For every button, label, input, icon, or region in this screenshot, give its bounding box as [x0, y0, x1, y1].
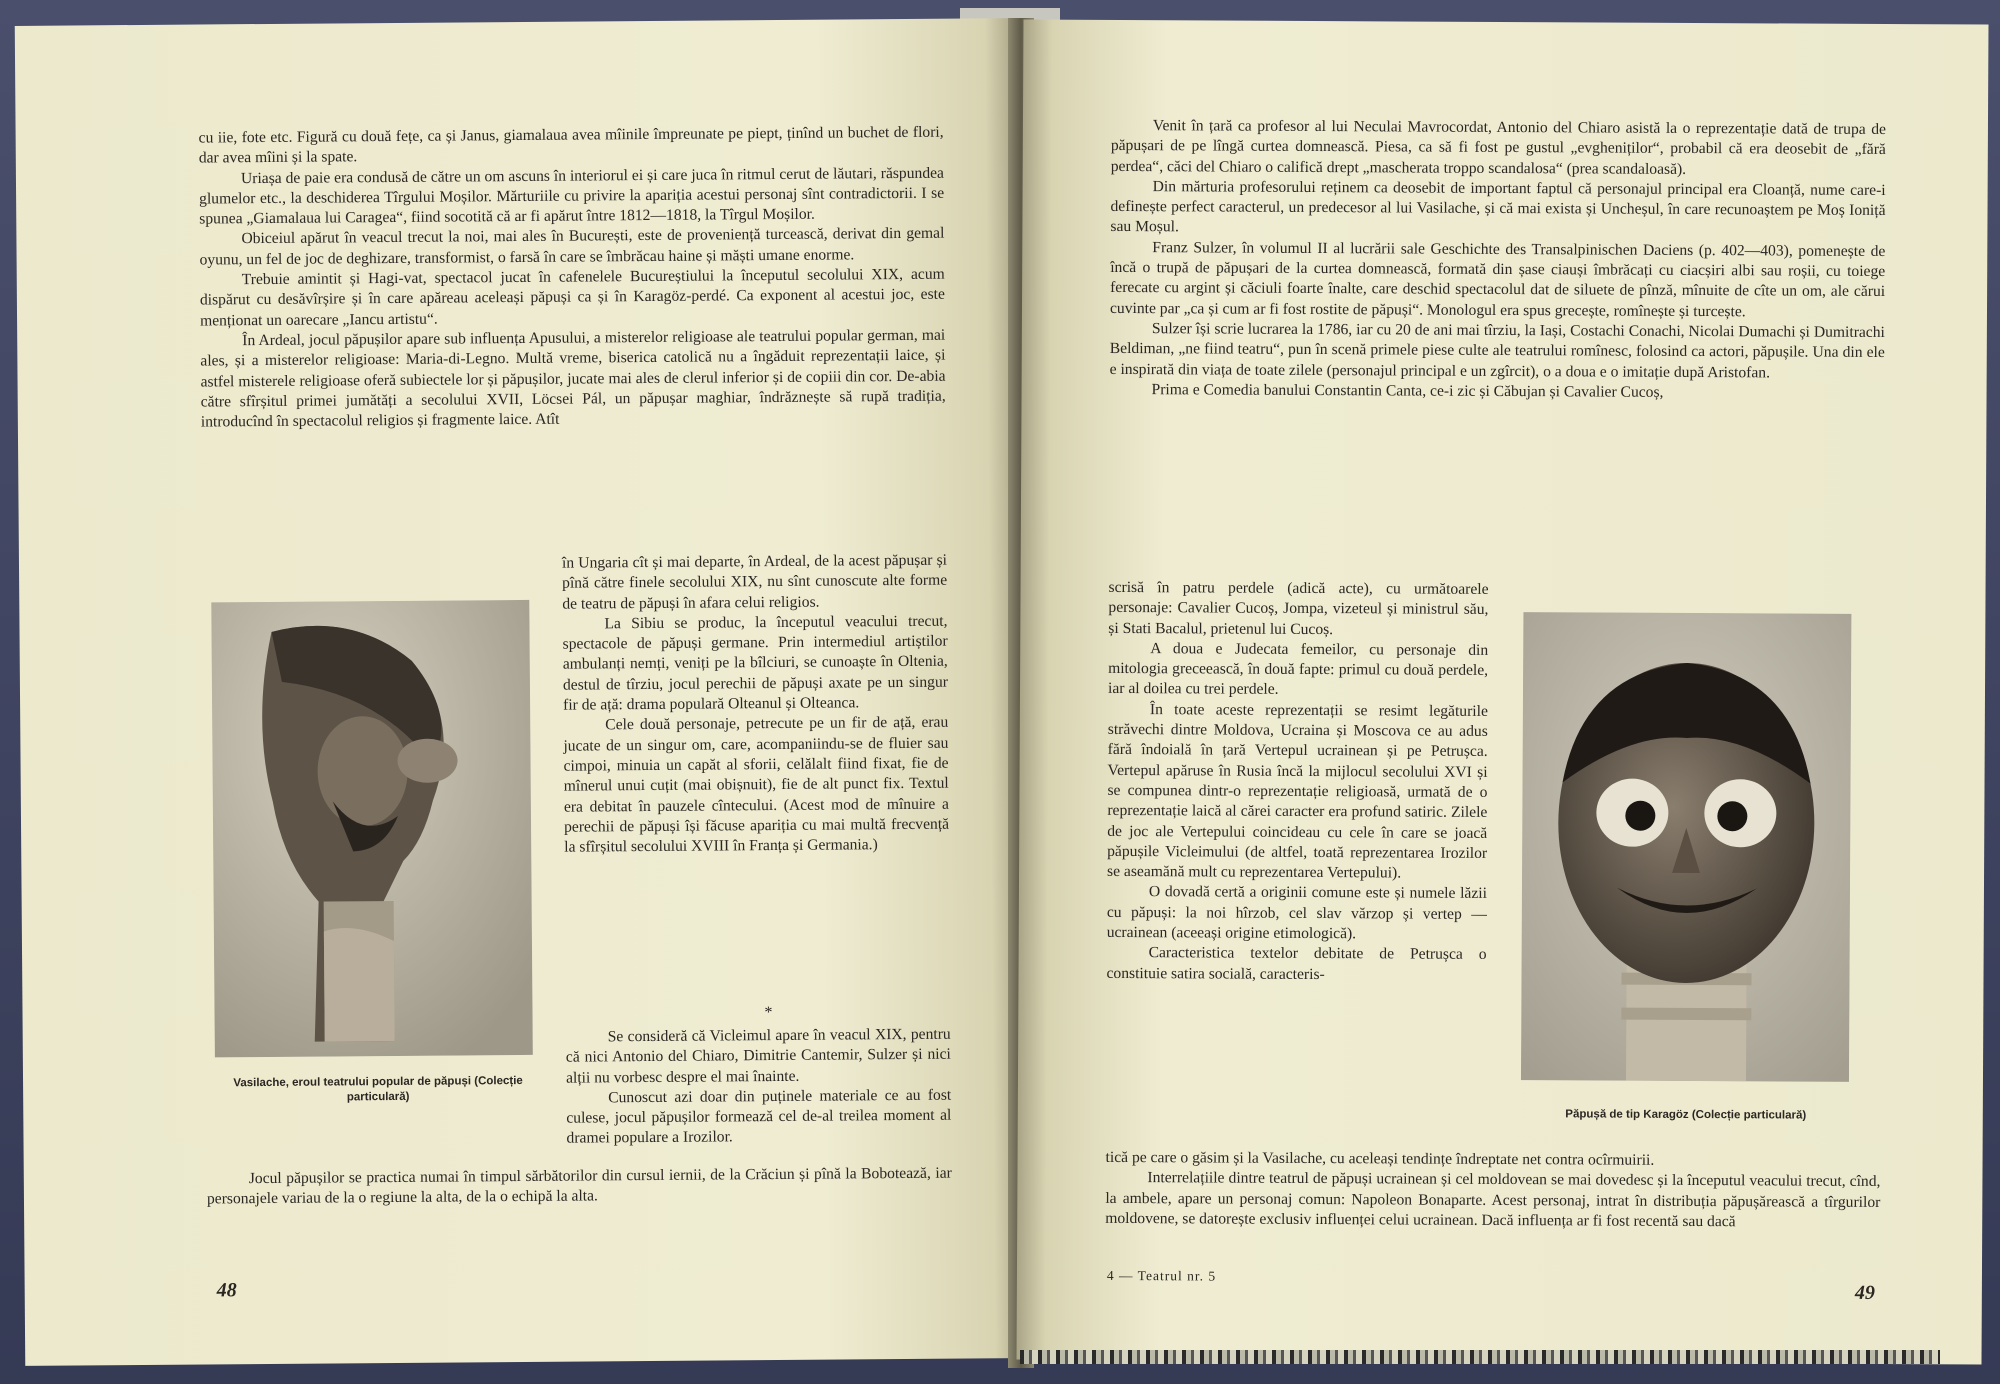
page-footer: 4 — Teatrul nr. 5 — [1106, 1267, 1217, 1284]
page-edge-strip — [1020, 1350, 1940, 1364]
right-top-text — [1110, 116, 1886, 404]
left-column-text-2 — [566, 1025, 952, 1150]
section-star: * — [764, 1004, 773, 1022]
photo-caption: Păpușă de tip Karagöz (Colecție particulară) — [1565, 1108, 1807, 1122]
paragraph: Franz Sulzer, în volumul II al lucrării sale Geschichte des Transalpinischen Daciens (p. 402—403), pomenește de încă o trupă de păpușari de la curtea domnească, formată din șase ciauși îmbrăcați cu ciacșiri albi sau roșii, cu toiege ferecate cu argint și căciuli foarte înalte, care deschid spectacolul dat de siluete de pînză, mînuite de cîte un om, ale cărui cuvinte par „ca și cum ar fi fost rostite de păpuși“. Monologul era spus grecește, romînește și turcește. — [1109, 238, 1886, 320]
right-column-text — [1106, 578, 1488, 986]
paragraph: în Ungaria cît și mai departe, în Ardeal, de la acest păpușar și pînă către finele secolului XIX, nu sînt cunoscute alte forme de teatru de păpuși în afara celui religios. — [561, 551, 948, 613]
paragraph: Interrelațiile dintre teatrul de păpuși ucrainean și cel moldovean se mai dovedesc și la începutul veacului trecut, cînd, la ambele, apare un personaj comun: Napoleon Bonaparte. Acest personaj, intrat în distribuția păpușărească a tîrgurilor moldovene, se datorește exclusiv influenței celui ucrainean. Dacă influența ar fi fost recentă sau dacă — [1105, 1169, 1881, 1231]
right-bottom-text-2 — [1105, 1148, 1880, 1233]
photo-karagoz — [1521, 612, 1851, 1082]
paragraph: scrisă în patru perdele (adică acte), cu următoarele personaje: Cavalier Cucoș, Jompa, vizeteul și ministrul său, și Stati Bacalul, prietenul lui Cucoș. — [1108, 578, 1489, 638]
paragraph: cu iie, fote etc. Figură cu două fețe, ca și Janus, giamalaua avea mîinile împreunate pe piept, ținînd un buchet de flori, dar avea mîini și la spate. — [198, 123, 944, 167]
paragraph: Jocul păpușilor se practica numai în timpul sărbătorilor din cursul iernii, de la Crăciun și pînă la Bobotează, iar personajele variau de la o regiune la alta, de la o echipă la alta. — [206, 1164, 952, 1208]
paragraph: Se consideră că Vicleimul apare în veacul XIX, pentru că nici Antonio del Chiaro, Dimitrie Cantemir, Sulzer și nici alții nu vorbesc despre el mai înainte. — [565, 1025, 951, 1087]
page-number: 49 — [1854, 1281, 1875, 1304]
paragraph: O dovadă certă a originii comune este și numele lăzii cu păpuși: la noi hîrzob, cel slav vărzop și vertep — ucrainean (aceeași origine etimologică). — [1106, 883, 1487, 943]
photo-vasilache — [211, 600, 533, 1057]
paragraph: Prima e Comedia banului Constantin Canta, ce-i zic și Căbujan și Cavalier Cucoș, — [1151, 381, 1664, 401]
paragraph: La Sibiu se produc, la începutul veacului trecut, spectacole de păpuși germane. Prin intermediul artiștilor ambulanți nemți, veniți pe la bîlciuri, se cunoaște în Oltenia, destul de tîrziu, jocul perechii de păpuși axate pe un singur fir de ață: drama populară Olteanul și Olteanca. — [562, 612, 949, 714]
karagoz-puppet-image — [1521, 612, 1851, 1082]
page-number: 48 — [216, 1279, 237, 1302]
vasilache-puppet-image — [211, 600, 533, 1057]
left-top-text — [199, 123, 946, 433]
paragraph: Obiceiul apărut în veacul trecut la noi, mai ales în București, este de proveniență turcească, derivat din gemal oyunu, un fel de joc de deghizare, transformist, o farsă în care se îmbrăcau haine și măști umane enorme. — [199, 225, 945, 269]
paragraph: Uriașa de paie era condusă de către un om ascuns în interiorul ei și care juca în ritmul cerut de lăutari, răspundea glumelor etc., la deschiderea Tîrgului Moșilor. Mărturiile cu privire la apariția acestui personaj sînt contradictorii. I se spunea „Giamalaua lui Caragea“, fiind socotită că ar fi apărut între 1812—1818, la Tîrgul Moșilor. — [199, 164, 945, 228]
paragraph: În toate aceste reprezentații se resimt legăturile străvechi dintre Moldova, Ucraina și Moscova ce au adus fără îndoială în țară Vertepul ucrainean și pe Petrușca. Vertepul apăruse în Rusia încă la mijlocul secolului XVI și se compunea dintr-o reprezentație religioasă, urmată de o reprezentație laică al cărei caracter era profund satiric. Zilele de joc ale Vertepului coincideau cu cele în care se joacă păpușile Vicleimului (de altfel, toată reprezentarea Irozilor se aseamănă mult cu reprezentarea Vertepului). — [1107, 700, 1488, 882]
paragraph: Sulzer își scrie lucrarea la 1786, iar cu 20 de ani mai tîrziu, la Iași, Costachi Conachi, Nicolai Dumachi și Dumitrachi Beldiman, „ne fiind teatru“, pun în scenă primele piese culte ale teatrului romînesc, folosind ca actori, păpușile. Una din ele e inspirată din viața de toate zilele (personajul principal e un zgîrcit), o a doua e o imitație după Aristofan. — [1109, 320, 1885, 381]
right-bottom-text — [1106, 1104, 1881, 1108]
paragraph: Din mărturia profesorului reținem ca deosebit de important faptul că personajul principal era Cloanță, nume care-i definește perfect caracterul, un predecesor al lui Vasilache, și că mai exista și Uncheșul, în care recunoaștem pe Moș Ioniță sau Moșul. — [1110, 178, 1886, 236]
right-page — [1016, 19, 1988, 1364]
paragraph: Cunoscut azi doar din puținele materiale ce au fost culese, jocul păpușilor formează cel de-al treilea moment al dramei populare a Irozilor. — [566, 1086, 952, 1148]
paragraph: Cele două personaje, petrecute pe un fir de ață, erau jucate de un singur om, care, acompaniindu-se de fluier sau cimpoi, minuia un capăt al sforii, celălalt fiind fixat, fie de mînerul unui cuțit (mai obișnuit), fie de alt punct fix. Textul era debitat în pauzele cîntecului. (Acest mod de mînuire a perechii de păpuși își făcuse apariția cu mai multă frecvență la sfîrșitul secolului XVIII în Franța și Germania.) — [563, 714, 950, 856]
paragraph: A doua e Judecata femeilor, cu personaje din mitologia greceească, în două fapte: primul cu două perdele, iar al doilea cu trei perdele. — [1107, 640, 1489, 699]
paragraph: Caracteristica textelor debitate de Petrușca o constituie satira socială, caracteris- — [1106, 944, 1487, 983]
paragraph: Venit în țară ca profesor al lui Neculai Mavrocordat, Antonio del Chiaro asistă la o reprezentație dată de trupa de păpușari de pe lîngă curtea domnească. Piesa, ca să fi fost pe gustul „evgheniților“, probabil că era deosebit de „fără perdea“, căci del Chiaro o califică drept „mascherata troppo scandalosa“ (prea scandaloasă). — [1110, 117, 1886, 178]
paragraph: În Ardeal, jocul păpușilor apare sub influența Apusului, a misterelor religioase ale teatrului popular german, mai ales, și a misterelor religioase: Maria-di-Legno. Multă vreme, biserica catolică nu a îngăduit reprezentații laice, și astfel misterele religioase oferă subiectele lor și păpușilor, jucate mai ales de clerul inferior și de copiii din cor. De-abia către sfîrșitul primei jumătăți a secolului XVII, Löcsei Pál, un păpușar maghiar, îndrăznește să rupă tradiția, introducînd în spectacolul religios și fragmente laice. Atît — [200, 326, 946, 431]
paragraph: Trebuie amintit și Hagi-vat, spectacol jucat în cafenelele Bucureștiului la începutul secolului XIX, acum dispărut cu desăvîrșire și în care apăreau aceleași păpuși ca și în Karagöz-perdé. Ca exponent al acestui joc, este menționat un oarecare „Iancu artistu“. — [199, 265, 945, 330]
paragraph: tică pe care o găsim și la Vasilache, cu aceleași tendințe îndreptate net contra ocîrmuirii. — [1105, 1148, 1655, 1169]
left-page — [15, 18, 1025, 1366]
left-column-text — [562, 551, 949, 858]
photo-caption: Vasilache, eroul teatrului popular de păpuși (Colecție particulară) — [233, 1074, 523, 1104]
left-bottom-text — [207, 1164, 952, 1210]
